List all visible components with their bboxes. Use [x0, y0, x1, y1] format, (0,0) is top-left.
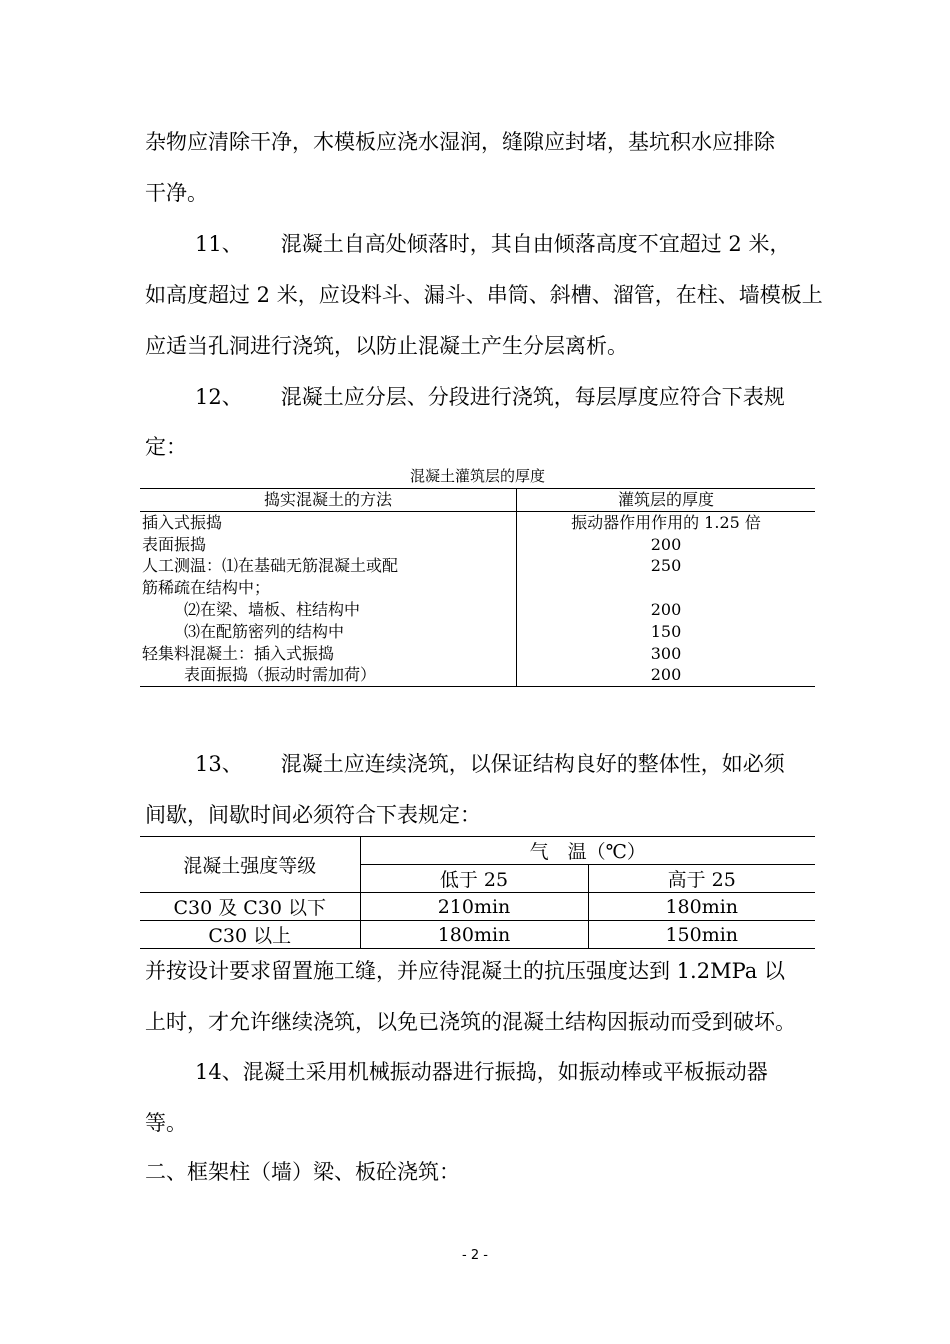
table1-method-cell: ⑶在配筋密列的结构中: [140, 621, 517, 643]
table1-method-cell: 人工测温：⑴在基础无筋混凝土或配: [140, 555, 517, 577]
paragraph-11-number: 11、: [195, 232, 243, 256]
table1-method-cell: 表面振捣: [140, 534, 517, 556]
table-row: [140, 893, 815, 921]
table2-header-row: [140, 837, 815, 865]
paragraph-after-table2-line2: 上时，才允许继续浇筑，以免已浇筑的混凝土结构因振动而受到破坏。: [145, 1010, 796, 1034]
paragraph-after-table2-line1: 并按设计要求留置施工缝，并应待混凝土的抗压强度达到 1.2MPa 以: [145, 959, 785, 983]
table2-high-cell: 180min: [588, 893, 815, 921]
table2-high-cell: 150min: [588, 921, 815, 949]
table-row: [140, 534, 815, 556]
table2-grade-cell: C30 以上: [140, 921, 360, 949]
table2-grade-cell: C30 及 C30 以下: [140, 893, 360, 921]
table-row: [140, 555, 815, 577]
table1-method-cell: 轻集料混凝土：插入式振捣: [140, 643, 517, 665]
paragraph-11-line1: [195, 231, 815, 257]
table2-low-cell: 210min: [360, 893, 588, 921]
table1-header-thickness: 灌筑层的厚度: [517, 489, 816, 512]
table1-thickness-cell: 150: [650, 621, 682, 641]
table-row: [140, 621, 815, 643]
pour-layer-thickness-table: [140, 488, 815, 687]
paragraph-12-line2: 定：: [145, 435, 187, 459]
table1-caption: 混凝土灌筑层的厚度: [409, 467, 545, 485]
paragraph-11-line3: 应适当孔洞进行浇筑，以防止混凝土产生分层离析。: [145, 334, 628, 358]
table-row: [140, 643, 815, 665]
table1-method-cell: 表面振捣（振动时需加荷）: [140, 664, 517, 686]
paragraph-14-line2: 等。: [145, 1111, 187, 1135]
paragraph-12-number: 12、: [195, 385, 243, 409]
paragraph-13-text: 混凝土应连续浇筑，以保证结构良好的整体性，如必须: [280, 752, 785, 776]
table1-thickness-cell: 200: [517, 664, 816, 686]
table1-thickness-cell: [517, 577, 816, 599]
table2-grade-header: 混凝土强度等级: [140, 837, 360, 893]
table1-method-cell: ⑵在梁、墙板、柱结构中: [140, 599, 517, 621]
table2-below-25-header: 低于 25: [360, 865, 588, 893]
table-row: [140, 664, 815, 686]
table1-header-method: 捣实混凝土的方法: [140, 489, 517, 512]
paragraph-11-text: 混凝土自高处倾落时，其自由倾落高度不宜超过 2 米，: [280, 232, 791, 256]
table2-low-cell: 180min: [360, 921, 588, 949]
paragraph-13-line2: 间歇，间歇时间必须符合下表规定：: [145, 803, 481, 827]
section-heading: 二、框架柱（墙）梁、板砼浇筑：: [145, 1160, 460, 1184]
table1-method-cell: 筋稀疏在结构中；: [140, 577, 517, 599]
table1-thickness-cell: 200: [650, 534, 682, 554]
table-row: [140, 599, 815, 621]
table1-thickness-cell: 300: [650, 643, 682, 663]
table-row: [140, 511, 815, 533]
paragraph-14-line1: 14、混凝土采用机械振动器进行振捣，如振动棒或平板振动器: [195, 1060, 768, 1084]
paragraph-12-text: 混凝土应分层、分段进行浇筑，每层厚度应符合下表规: [280, 385, 785, 409]
paragraph-intro-line1: 杂物应清除干净，木模板应浇水湿润，缝隙应封堵，基坑积水应排除: [145, 130, 775, 154]
paragraph-intro-line2: 干净。: [145, 181, 208, 205]
table1-thickness-cell: 振动器作用作用的 1.25 倍: [571, 512, 761, 532]
paragraph-13-line1: [195, 751, 815, 777]
table1-header-row: [140, 489, 815, 512]
table2-above-25-header: 高于 25: [588, 865, 815, 893]
paragraph-11-line2: 如高度超过 2 米，应设料斗、漏斗、串筒、斜槽、溜管，在柱、墙模板上: [145, 283, 823, 307]
page-number: - 2 -: [462, 1248, 488, 1263]
table1-thickness-cell: 250: [650, 556, 682, 576]
table-row: [140, 577, 815, 599]
paragraph-13-number: 13、: [195, 752, 243, 776]
table1-method-cell: 插入式振捣: [140, 511, 517, 533]
table2-temperature-header: 气 温（℃）: [360, 837, 815, 865]
interval-time-table: [140, 836, 815, 949]
table1-thickness-cell: 200: [650, 599, 682, 619]
table-row: [140, 921, 815, 949]
paragraph-12-line1: [195, 384, 815, 410]
